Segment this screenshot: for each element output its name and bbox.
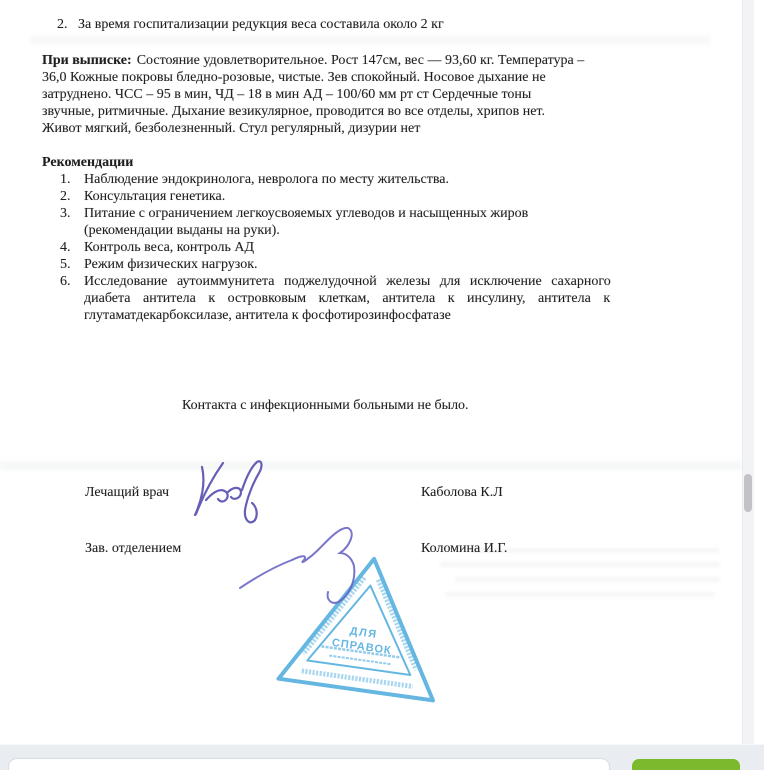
list-item-text: Режим физических нагрузок.	[84, 257, 258, 272]
list-item	[60, 205, 611, 222]
signature-role: Лечащий врач	[85, 485, 170, 500]
scrollbar-thumb[interactable]	[744, 474, 752, 512]
footer-bar	[0, 744, 764, 770]
paragraph-line: Состояние удовлетворительное. Рост 147см, вес — 93,60 кг. Температура –	[136, 53, 585, 68]
bleedthrough-text	[440, 562, 720, 567]
list-item-text: Наблюдение эндокринолога, невролога по месту жительства.	[84, 172, 450, 187]
signature-row-head	[0, 540, 742, 557]
list-item	[60, 171, 611, 188]
paragraph-line: затруднено. ЧСС – 95 в мин, ЧД – 18 в мин АД – 100/60 мм рт ст Сердечные тоны	[42, 87, 532, 102]
list-item-text: Контроль веса, контроль АД	[84, 240, 255, 255]
stamp-text-line1: ДЛЯ	[348, 625, 379, 642]
list-item-text: Питание с ограничением легкоусвояемых углеводов и насыщенных жиров	[84, 206, 529, 221]
paragraph-line: 36,0 Кожные покровы бледно-розовые, чистые. Зев спокойный. Носовое дыхание не	[42, 70, 546, 85]
list-item	[60, 256, 611, 273]
list-item	[60, 273, 611, 290]
list-number: 4.	[60, 240, 71, 255]
list-item-text: Исследование аутоиммунитета поджелудочной железы для исключение сахарного	[84, 274, 611, 289]
list-number: 6.	[60, 274, 71, 289]
send-button[interactable]	[632, 759, 740, 770]
scan-artifact	[30, 36, 710, 44]
stamp-dlya-spravok	[278, 548, 451, 700]
discharge-paragraph	[42, 52, 584, 137]
recommendations-heading: Рекомендации	[42, 155, 134, 170]
signature-role: Зав. отделением	[85, 541, 182, 556]
stamp-text-line2: СПРАВОК	[331, 636, 393, 658]
paragraph-lead: При выписке:	[42, 53, 132, 68]
scan-artifact	[0, 461, 742, 470]
paragraph-line: Живот мягкий, безболезненный. Стул регулярный, дизурии нет	[42, 121, 421, 136]
recommendations-list	[60, 171, 611, 324]
list-item-continuation: глутаматдекарбоксилазе, антитела к фосфотирозинфосфатазе	[84, 308, 451, 323]
scrollbar-track[interactable]	[742, 0, 754, 744]
list-item-text: За время госпитализации редукция веса составила около 2 кг	[78, 17, 444, 32]
list-number: 3.	[60, 206, 71, 221]
signature-name: Каболова К.Л	[421, 485, 503, 500]
signature-row-attending	[0, 484, 742, 501]
list-number: 2.	[60, 189, 71, 204]
list-item-continuation: диабета антитела к островковым клеткам, антитела к инсулину, антитела к	[84, 291, 611, 306]
list-item	[60, 239, 611, 256]
list-number: 1.	[60, 172, 71, 187]
list-number: 2.	[57, 17, 68, 32]
bleedthrough-text	[455, 577, 720, 582]
message-input[interactable]	[8, 758, 610, 770]
list-item-weight-reduction	[57, 16, 444, 33]
list-item-text: Консультация генетика.	[84, 189, 226, 204]
paragraph-line: звучные, ритмичные. Дыхание везикулярное, проводится во все отделы, хрипов нет.	[42, 104, 545, 119]
bleedthrough-text	[445, 592, 715, 597]
list-number: 5.	[60, 257, 71, 272]
list-item	[60, 188, 611, 205]
list-item-continuation: (рекомендации выданы на руки).	[84, 223, 280, 238]
contact-note: Контакта с инфекционными больными не было.	[182, 398, 469, 413]
signature-name: Коломина И.Г.	[421, 541, 508, 556]
